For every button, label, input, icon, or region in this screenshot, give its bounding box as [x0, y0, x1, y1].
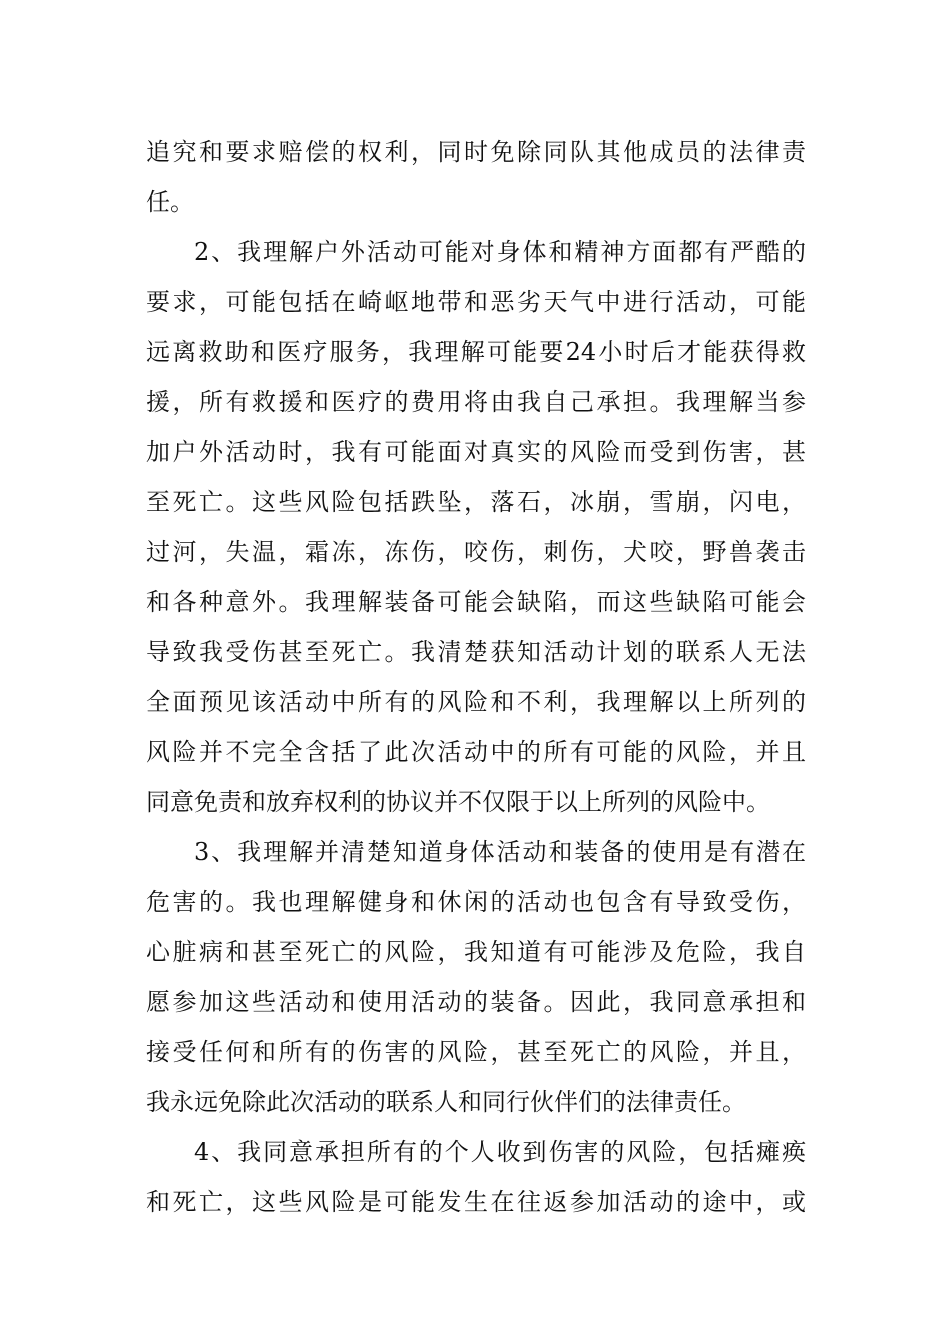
text-line: 和死亡，这些风险是可能发生在往返参加活动的途中，或 — [146, 1188, 806, 1216]
text-line: 援，所有救援和医疗的费用将由我自己承担。我理解当参 — [146, 388, 806, 416]
text-line: 愿参加这些活动和使用活动的装备。因此，我同意承担和 — [146, 988, 806, 1016]
text-line: 过河，失温，霜冻，冻伤，咬伤，刺伤，犬咬，野兽袭击 — [146, 538, 806, 566]
text-line: 心脏病和甚至死亡的风险，我知道有可能涉及危险，我自 — [146, 938, 806, 966]
text-line: 和各种意外。我理解装备可能会缺陷，而这些缺陷可能会 — [146, 588, 806, 616]
text-line: 至死亡。这些风险包括跌坠，落石，冰崩，雪崩，闪电， — [146, 488, 806, 516]
text-line: 加户外活动时，我有可能面对真实的风险而受到伤害，甚 — [146, 438, 806, 466]
text-line: 要求，可能包括在崎岖地带和恶劣天气中进行活动，可能 — [146, 288, 806, 316]
text-line: 危害的。我也理解健身和休闲的活动也包含有导致受伤， — [146, 888, 806, 916]
paragraph-start-line: 2、我理解户外活动可能对身体和精神方面都有严酷的 — [194, 238, 806, 266]
text-line: 导致我受伤甚至死亡。我清楚获知活动计划的联系人无法 — [146, 638, 806, 666]
paragraph-start-line: 4、我同意承担所有的个人收到伤害的风险，包括瘫痪 — [194, 1138, 806, 1166]
text-line: 追究和要求赔偿的权利，同时免除同队其他成员的法律责 — [146, 138, 806, 166]
document-body — [146, 127, 806, 1227]
text-line: 同意免责和放弃权利的协议并不仅限于以上所列的风险中。 — [146, 788, 770, 816]
paragraph-start-line: 3、我理解并清楚知道身体活动和装备的使用是有潜在 — [194, 838, 806, 866]
text-line: 接受任何和所有的伤害的风险，甚至死亡的风险，并且， — [146, 1038, 806, 1066]
text-line: 我永远免除此次活动的联系人和同行伙伴们的法律责任。 — [146, 1088, 746, 1116]
text-line: 远离救助和医疗服务，我理解可能要24小时后才能获得救 — [146, 338, 806, 366]
text-line: 任。 — [146, 188, 194, 216]
text-line: 全面预见该活动中所有的风险和不利，我理解以上所列的 — [146, 688, 806, 716]
text-line: 风险并不完全含括了此次活动中的所有可能的风险，并且 — [146, 738, 806, 766]
